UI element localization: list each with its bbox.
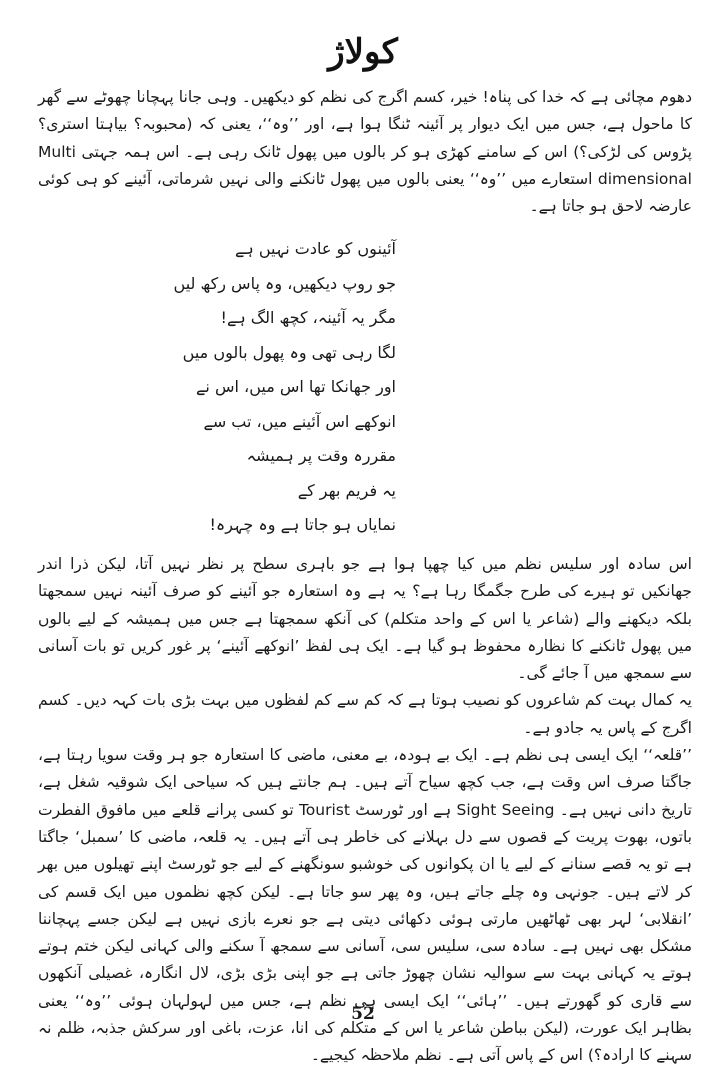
poem-line: نمایاں ہو جاتا ہے وہ چہرہ!	[209, 515, 396, 535]
poem-line: مقررہ وقت پر ہمیشہ	[246, 446, 396, 466]
page-number: 52	[351, 1004, 375, 1024]
page-header-title: کولاژ	[328, 32, 398, 72]
poem-line: آئینوں کو عادت نہیں ہے	[235, 239, 396, 259]
page-body	[38, 84, 692, 1070]
poem-line: جو روپ دیکھیں، وہ پاس رکھ لیں	[173, 273, 396, 293]
paragraph-qila: ’’قلعہ‘‘ ایک ایسی ہی نظم ہے۔ ایک بے ہودہ، بے معنی، ماضی کا استعارہ جو ہر وقت سویا رہتا ہے، جاگتا صرف اس وقت ہے، جب کچھ سیاح آتے ہیں۔ ہم جانتے ہیں کہ سیاحی ایک شوقیہ شغل ہے، تاریخ دانی نہیں ہے۔ Sight Seeing ہے اور ٹورسٹ Tourist تو کسی پرانے قلعے میں مافوق الفطرت باتوں، بھوت پریت کے قصوں سے دل بہلانے کی خاطر ہی آتے ہیں۔ یہ قلعہ، ماضی کا ’سمبل‘ جاگتا ہے تو یہ قصے سنانے کے لیے یا ان پکوانوں کی خوشبو سونگھنے کے لیے جو ٹورسٹ اپنے تھیلوں میں بھر کر لاتے ہیں۔ جونہی وہ چلے جاتے ہیں، وہ پھر سو جاتا ہے۔ لیکن کچھ نظموں میں ایک قسم کی ’انقلابی‘ لہر بھی ٹھاٹھیں مارتی ہوئی دکھائی دیتی ہے جو نعرے بازی نہیں ہے لیکن جسے پہچاننا مشکل بھی نہیں ہے۔ سادہ سی، سلیس سی، آسانی سے سمجھ آ سکنے والی کہانی لیکن ختم ہوتے ہوتے یہ کہانی بہت سے سوالیہ نشان چھوڑ جاتی ہے جو اپنی بڑی بڑی، لال انگارہ، غصیلی آنکھوں سے قاری کو گھورتے ہیں۔ ’’ہائی‘‘ ایک ایسی ہی نظم ہے، جس میں لہولہان ہوئی ’’وہ‘‘ یعنی بظاہر ایک عورت، (لیکن بباطن شاعر یا اس کے متکلم کی انا، عزت، باغی اور سرکش جذبہ، ظلم نہ سہنے کا ارادہ؟) اس کے پاس آتی ہے۔ نظم ملاحظہ کیجیے۔	[38, 746, 693, 1065]
poem-line: انوکھے اس آئینے میں، تب سے	[203, 411, 396, 431]
paragraph-praise: یہ کمال بہت کم شاعروں کو نصیب ہوتا ہے کہ کم سے کم لفظوں میں بہت بڑی بات کہہ دیں۔ کسم اگرج کے پاس یہ جادو ہے۔	[38, 691, 692, 737]
paragraphs-after-poem	[38, 551, 692, 1070]
poem-block	[38, 232, 692, 543]
paragraph-analysis: اس سادہ اور سلیس نظم میں کیا چھپا ہوا ہے جو باہری سطح پر نظر نہیں آتا، لیکن ذرا اندر جھانکیں تو ہیرے کی طرح جگمگا رہا ہے؟ یہ ہے وہ استعارہ جو آئینے کو صرف آئینہ نہیں سمجھتا بلکہ دیکھنے والے (شاعر یا اس کے واحد متکلم) کی آنکھ سمجھتا ہے جس میں ہمیشہ کے لیے بالوں میں پھول ٹانکنے کا نظارہ محفوظ ہو گیا ہے۔ ایک ہی لفظ ’انوکھے آئینے‘ پر غور کریں تو بات آسانی سے سمجھ میں آ جائے گی۔	[38, 554, 692, 683]
poem-line: اور جھانکا تھا اس میں، اس نے	[196, 377, 396, 397]
poem-line: مگر یہ آئینہ، کچھ الگ ہے!	[220, 308, 396, 328]
poem-line: یہ فریم بھر کے	[297, 480, 396, 500]
paragraph-intro: دھوم مچائی ہے کہ خدا کی پناہ! خیر، کسم اگرج کی نظم کو دیکھیں۔ وہی جانا پہچانا چھوٹے سے گھر کا ماحول ہے، جس میں ایک دیوار پر آئینہ ٹنگا ہوا ہے، اور ’’وہ‘‘، یعنی کہ (محبوبہ؟ بیاہتا استری؟ پڑوس کی لڑکی؟) اس کے سامنے کھڑی ہو کر بالوں میں پھول ٹانک رہی ہے۔ اس ہمہ جہتی Multi dimensional استعارے میں ’’وہ‘‘ یعنی بالوں میں پھول ٹانکنے والی نہیں شرماتی، آئینے کو ہی کوئی عارضہ لاحق ہو جاتا ہے۔	[38, 88, 692, 216]
poem-line: لگا رہی تھی وہ پھول بالوں میں	[182, 342, 396, 362]
